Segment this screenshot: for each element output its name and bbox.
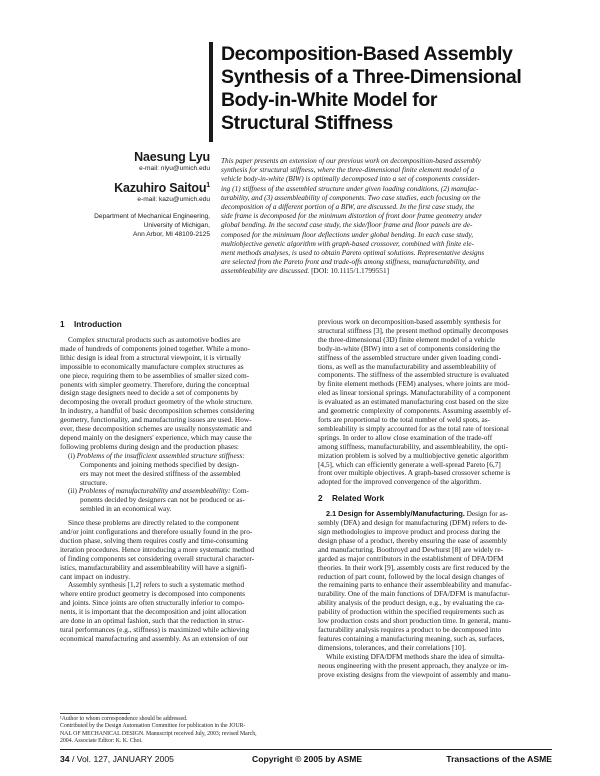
body-line: Assembly synthesis [1,2] refers to such a systematic method: [68, 580, 245, 590]
list-item-title: Problems of manufacturability and assembleability:: [78, 486, 231, 496]
body-line: While existing DFA/DFM methods share the idea of simulta-: [326, 651, 505, 661]
left-column: [60, 318, 296, 644]
abstract-line: [221, 266, 553, 275]
body-line: facturability analysis requires a product to be decomposed into: [318, 625, 502, 634]
doi-link[interactable]: [DOI: 10.1115/1.1799551]: [311, 266, 390, 276]
body-line: In industry, a handful of basic decomposition schemes considering: [60, 406, 255, 416]
body-line: of finding components set considering overall structural character-: [60, 553, 255, 563]
footnotes: [60, 716, 296, 746]
list-label: (ii): [68, 486, 77, 496]
list-item-title: Problems of the insufficient assembled structure stiffness:: [76, 450, 245, 460]
body-line: the remaining parts to enhance their assembleability and manufac-: [318, 580, 512, 590]
footnote-line: NAL OF MECHANICAL DESIGN. Manuscript received July, 2003; revised March,: [60, 730, 257, 737]
body-line: adopted for the improved convergence of the algorithm.: [318, 477, 482, 487]
body-line: istics, manufacturability and assembleability will have a signifi-: [60, 562, 247, 572]
body-line: dimensions, tolerances, and their correlations [10].: [318, 642, 466, 652]
body-line: structure.: [80, 477, 108, 487]
list-item-text: Com-: [232, 486, 249, 496]
body-line: and joints. Since joints are often structurally inferior to compo-: [60, 598, 245, 608]
body-line: components. The stiffness of the assembled structure is evaluated: [318, 370, 509, 380]
abstract-line: decomposition of a different portion of a BIW, are discussed. In the first case study, the: [221, 202, 475, 212]
footnote-line: Contributed by the Design Automation Committee for publication in the JOUR-: [60, 723, 246, 730]
body-line: reduction of part count, followed by the local design changes of: [318, 571, 505, 581]
body-line: ers may not meet the desired stiffness of the assembled: [80, 468, 241, 478]
body-line: theories. In their work [9], assembly costs are first reduced by the: [318, 562, 510, 572]
body-line: Complex structural products such as automotive bodies are: [68, 335, 241, 344]
body-line: ever, these decomposition schemes are usually nonsystematic and: [60, 424, 252, 434]
body-line: decomposing the overall product geometry of the whole structure.: [60, 397, 253, 407]
body-line: front over multiple objectives. A graph-based crossover scheme is: [318, 468, 511, 478]
body-line: are done in an optimal fashion, such that the reduction in struc-: [60, 616, 245, 626]
abstract-line: global bending. In the second case study, the side/floor frame and floor panels are de-: [221, 220, 473, 230]
footer-separator: /: [71, 754, 75, 764]
abstract-line: composed for the minimum floor deflections under global bending. In each case study,: [221, 229, 474, 239]
body-line: following problems during design and the production phases:: [60, 441, 239, 451]
copyright: Copyright © 2005 by ASME: [252, 754, 363, 764]
body-line: made of hundreds of components joined together. While a mono-: [60, 343, 250, 353]
body-line: sembleability is simply accounted for as the total rate of torsional: [318, 423, 509, 433]
title-line: Structural Stiffness: [221, 112, 393, 134]
title-line: Body-in-White Model for: [221, 89, 438, 111]
body-line: tural performances (e.g., stiffness) is maximized while achieving: [60, 625, 250, 634]
body-line: sembled in an economical way.: [80, 504, 172, 514]
footer-page-info: [60, 753, 174, 765]
footnote-line: 2004. Associate Editor: K. K. Choi.: [60, 738, 143, 745]
abstract-line-text: assembleability are discussed.: [221, 266, 310, 276]
author-name-text: Kazuhiro Saitou: [114, 181, 207, 196]
body-line: impossible to economically manufacture complex structures as: [60, 361, 244, 371]
body-line: garded as major contributors in the establishment of DFA/DFM: [318, 553, 504, 563]
body-line: cant impact on industry.: [60, 571, 131, 581]
body-line: nents, it is important that the decomposition and joint allocation: [60, 607, 247, 617]
body-line: mization problem is solved by a multiobjective genetic algorithm: [318, 450, 509, 460]
section-number: 1: [60, 320, 65, 329]
body-line: ability analysis of the product design, e.g., by evaluating the ca-: [318, 598, 505, 608]
affiliation: [60, 212, 210, 239]
body-line: design phase of a product, thereby ensuring the ease of assembly: [318, 535, 508, 545]
author-name: [60, 179, 210, 195]
body-line: body-in-white (BIW) into a set of components considering the: [318, 343, 500, 353]
section-title: Related Work: [332, 494, 385, 504]
body-line: by finite element methods (FEM) analyses, where joints are mod-: [318, 379, 510, 389]
body-line: features containing a manufacturing meaning, such as, surfaces,: [318, 633, 505, 643]
body-line: pability of production within the specified requirements such as: [318, 607, 505, 617]
body-line: springs. In order to allow close examination of the trade-off: [318, 432, 493, 442]
body-line: previous work on decomposition-based assembly synthesis for: [318, 317, 501, 326]
body-line: geometry, functionality, and manufacturing issues are used. How-: [60, 415, 252, 425]
body-line: ponents with simpler geometry. Therefore, during the conceptual: [60, 379, 250, 389]
body-line: lithic design is ideal from a structural viewpoint, it is virtually: [60, 352, 241, 362]
body-line: prove existing designs from the viewpoint of assembly and manu-: [318, 669, 511, 679]
section-heading-related-work: [318, 494, 554, 504]
page-footer: [60, 753, 552, 765]
body-line: sign methodologies to improve product and process during the: [318, 527, 501, 537]
body-line: Since these problems are directly related to the component: [68, 518, 240, 528]
abstract-line: ment methods analyses, is used to obtain Pareto optimal solutions. Representative designs: [221, 248, 485, 258]
abstract-line: multiobjective genetic algorithm with graph-based crossover, combined with finite ele-: [221, 238, 475, 248]
body-text: Design for as-: [466, 509, 508, 519]
section-number: 2: [318, 494, 323, 504]
author-email[interactable]: e-mail: nlyu@umich.edu: [139, 165, 210, 172]
abstract-line: turability, and (3) assembleability of components. Two case studies, each focusing on the: [221, 192, 481, 202]
body-line: neous engineering with the present approach, they analyze or im-: [318, 660, 509, 670]
body-line: eled as linear torsional springs. Manufacturability of a component: [318, 388, 511, 398]
paper-title: [221, 43, 551, 135]
body-line: design stage designers need to decide a set of components by: [60, 388, 239, 398]
body-line: depend mainly on the designers' experience, which may cause the: [60, 432, 252, 442]
body-line: tions, as well as the manufacturability and assembleability of: [318, 361, 497, 371]
body-line: the three-dimensional (3D) finite element model of a vehicle: [318, 334, 496, 344]
page-number: 34: [60, 754, 70, 764]
author-email[interactable]: e-mail: kazu@umich.edu: [137, 196, 210, 204]
affiliation-line: Ann Arbor, MI 48109-2125: [133, 231, 210, 239]
abstract-line: are selected from the Pareto front and trade-offs among stiffness, manufacturability, and: [221, 257, 480, 267]
body-line: turability. One of the main functions of DFA/DFM is manufactur-: [318, 589, 510, 599]
journal-name: Transactions of the ASME: [446, 754, 552, 764]
body-line: forts are proportional to the total number of weld spots, as-: [318, 414, 491, 424]
body-line: is evaluated as an estimated manufacturing cost based on the size: [318, 397, 509, 407]
abstract-line: ing (1) stiffness of the assembled structure under given loading conditions, (2) manufac-: [221, 183, 479, 193]
subsection-heading: 2.1 Design for Assembly/Manufacturing.: [326, 509, 465, 519]
title-accent-bar: [209, 42, 213, 142]
affiliation-line: University of Michigan,: [143, 222, 210, 230]
abstract-line: synthesis for structural stiffness, where the three-dimensional finite element model of a: [221, 165, 475, 175]
body-line: and/or joint configurations and therefore usually found in the pro-: [60, 527, 253, 537]
body-line: duction phase, solving them requires costly and time-consuming: [60, 535, 249, 545]
abstract: [221, 156, 553, 276]
section-title: Introduction: [74, 320, 122, 329]
author-footnote-mark: 1: [206, 182, 210, 189]
list-label: (i): [68, 450, 75, 460]
body-line: [4,5], which can efficiently generate a well-spread Pareto [6,7]: [318, 459, 501, 469]
section-heading-introduction: [60, 320, 296, 330]
footnote-line: ¹Author to whom correspondence should be addressed.: [60, 716, 188, 722]
title-line: Synthesis of a Three-Dimensional: [221, 66, 522, 88]
body-line: and geometric complexity of components. Assuming assembly ef-: [318, 406, 511, 416]
abstract-line: This paper presents an extension of our previous work on decomposition-based assembly: [221, 156, 481, 165]
body-line: where entire product geometry is decomposed into components: [60, 589, 246, 599]
body-line: sembly (DFA) and design for manufacturing (DFM) refers to de-: [318, 518, 508, 528]
body-line: among stiffness, manufacturability, and assembleability, the opti-: [318, 441, 509, 451]
author-block: [60, 150, 210, 239]
body-line: iteration procedures. Hence introducing a more systematic method: [60, 544, 255, 554]
body-line: economical manufacturing and assembly. As an extension of our: [60, 633, 249, 643]
abstract-line: side frame is decomposed for the minimum distortion of front door frame geometry under: [221, 211, 482, 221]
body-line: and manufacturing. Boothroyd and Dewhurst [8] are widely re-: [318, 544, 503, 554]
body-line: stiffness of the assembled structure under given loading condi-: [318, 352, 502, 362]
footer-divider: [60, 749, 552, 750]
volume-info: Vol. 127, JANUARY 2005: [76, 754, 174, 764]
body-line: one piece, requiring them to be assemblies of smaller sized com-: [60, 370, 250, 380]
abstract-line: vehicle body-in-white (BIW) is optimally decomposed into a set of components consider-: [221, 174, 480, 184]
body-line: structural stiffness [3], the present method optimally decomposes: [318, 325, 509, 335]
body-line: Components and joining methods specified by design-: [80, 459, 239, 469]
right-column: [318, 318, 554, 679]
affiliation-line: Department of Mechanical Engineering,: [94, 213, 210, 221]
author-name: Naesung Lyu: [134, 150, 210, 164]
body-line: ponents decided by designers can not be produced or as-: [80, 495, 245, 505]
title-line: Decomposition-Based Assembly: [221, 43, 513, 65]
footnote-divider: [60, 713, 130, 714]
body-line: low production costs and short production time. In general, manu-: [318, 616, 512, 626]
